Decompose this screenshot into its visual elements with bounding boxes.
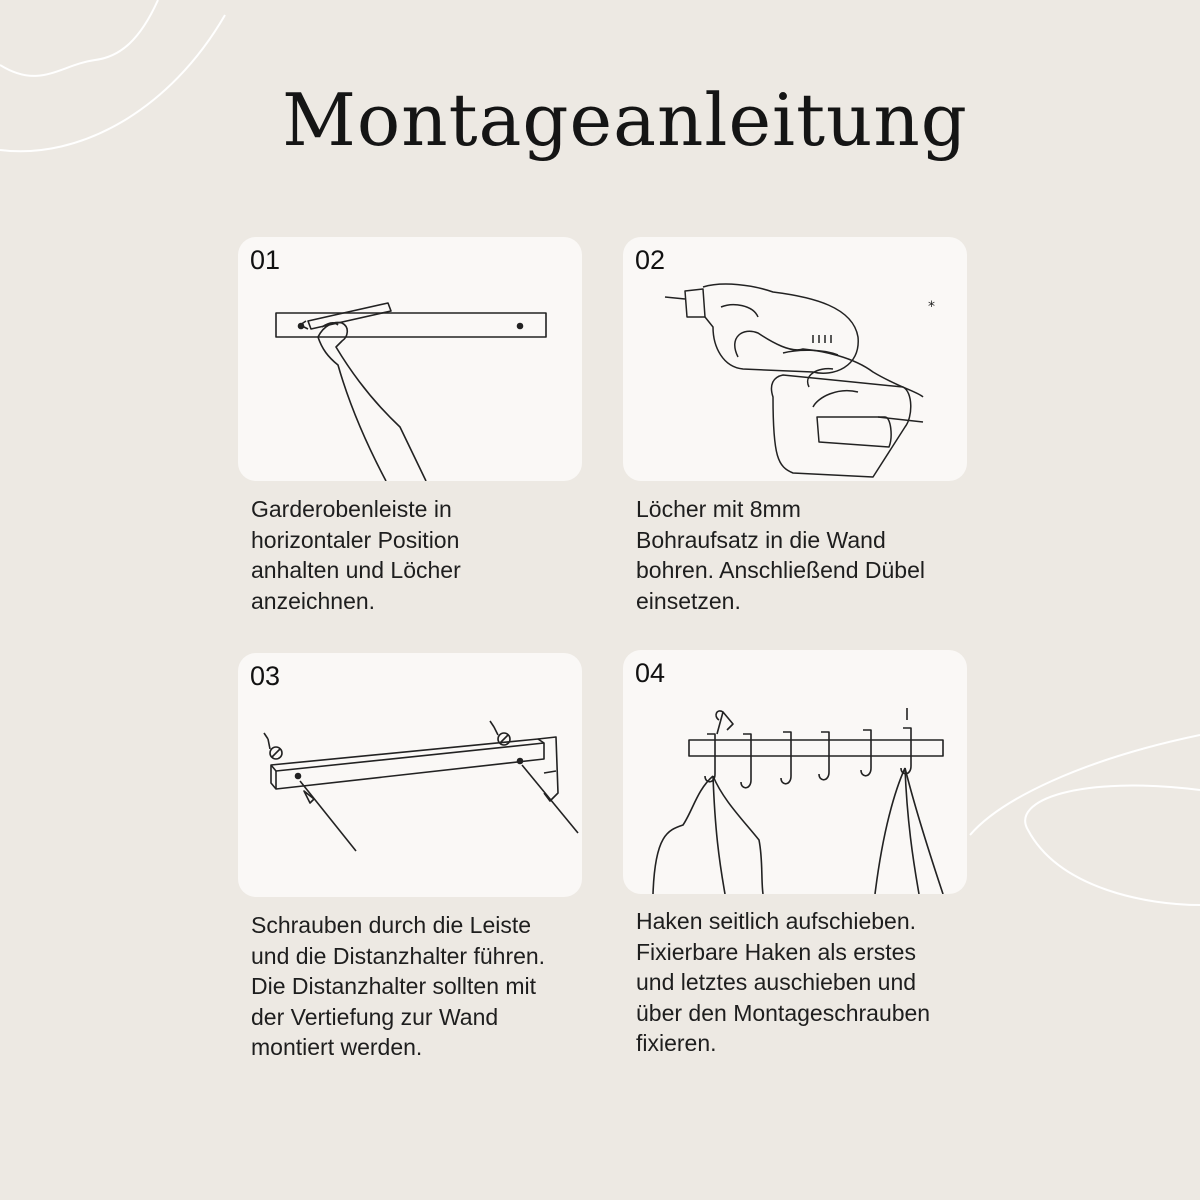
step-number: 03 bbox=[250, 661, 281, 691]
svg-text:*: * bbox=[928, 299, 935, 315]
step-description-04 bbox=[636, 906, 976, 1059]
description-line: fixieren. bbox=[636, 1030, 717, 1056]
description-line: Fixierbare Haken als erstes bbox=[636, 938, 916, 965]
drill-illustration bbox=[623, 237, 967, 481]
step-card-04 bbox=[623, 650, 967, 894]
description-line: anhalten und Löcher bbox=[251, 557, 461, 583]
step-card-03 bbox=[238, 653, 582, 897]
description-line: horizontaler Position bbox=[251, 526, 460, 553]
description-line: Haken seitlich aufschieben. bbox=[636, 908, 916, 934]
description-line: einsetzen. bbox=[636, 587, 741, 614]
description-line: und letztes auschieben und bbox=[636, 969, 917, 995]
description-line: bohren. Anschließend Dübel bbox=[636, 557, 925, 583]
step-card-02 bbox=[623, 237, 967, 481]
page-title: Montageanleitung bbox=[282, 78, 968, 162]
step-number: 01 bbox=[250, 245, 281, 275]
description-line: Bohraufsatz in die Wand bbox=[636, 526, 886, 553]
hooks-towels-illustration bbox=[623, 650, 967, 894]
screws-illustration bbox=[238, 653, 582, 897]
step-description-03 bbox=[251, 910, 591, 1063]
description-line: Löcher mit 8mm bbox=[636, 496, 801, 522]
step-card-01 bbox=[238, 237, 582, 481]
step-description-02 bbox=[636, 494, 976, 616]
description-line: montiert werden. bbox=[251, 1034, 423, 1060]
description-line: Schrauben durch die Leiste bbox=[251, 912, 532, 938]
step-description-01 bbox=[251, 494, 591, 616]
step-number: 04 bbox=[635, 658, 666, 688]
mark-holes-illustration bbox=[238, 237, 582, 481]
description-line: anzeichnen. bbox=[251, 587, 376, 614]
description-line: und die Distanzhalter führen. bbox=[251, 942, 546, 969]
description-line: Garderobenleiste in bbox=[251, 496, 452, 522]
description-line: über den Montageschrauben bbox=[636, 999, 931, 1026]
description-line: der Vertiefung zur Wand bbox=[251, 1003, 499, 1030]
step-number: 02 bbox=[635, 245, 666, 275]
description-line: Die Distanzhalter sollten mit bbox=[251, 973, 537, 999]
